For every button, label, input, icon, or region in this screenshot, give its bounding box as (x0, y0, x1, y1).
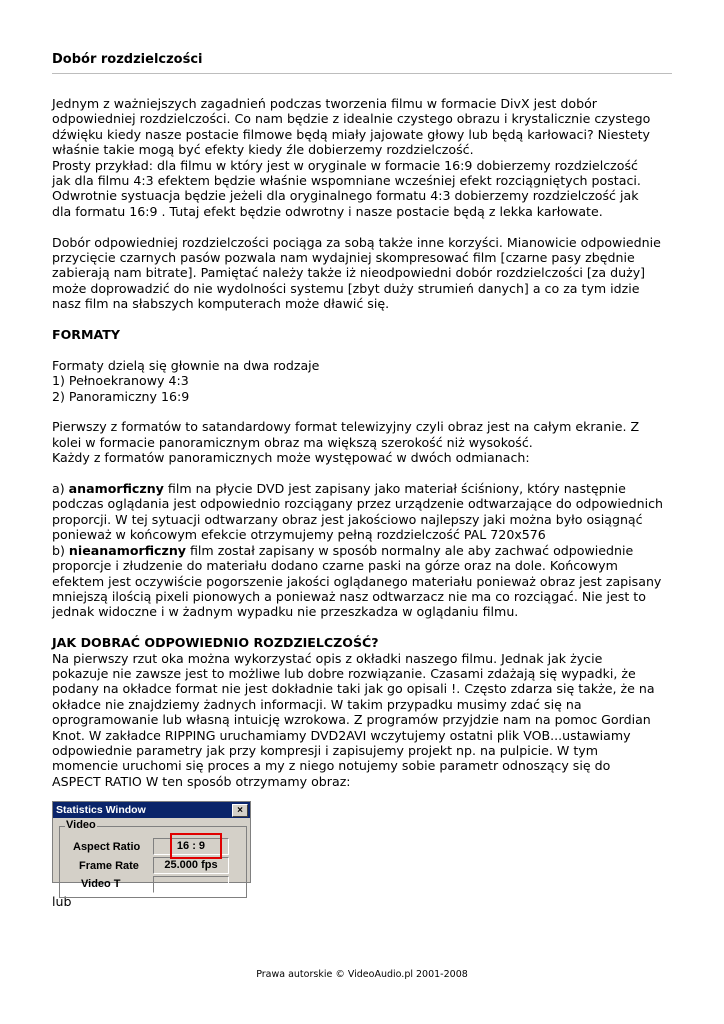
frame-rate-value: 25.000 fps (153, 857, 229, 874)
text-line: Pierwszy z formatów to satandardowy format telewizyjny czyli obraz jest na całym ekranie. Z (52, 419, 640, 435)
item-anamorphic (52, 481, 674, 543)
frame-rate-label: Frame Rate (79, 860, 139, 873)
list-item: 2) Panoramiczny 16:9 (52, 388, 190, 404)
text-line: Knot. W zakładce RIPPING uruchamiamy DVD2AVI wczytujemy ostatni plik VOB...ustawiamy (52, 727, 631, 743)
highlight-box (170, 833, 222, 859)
aspect-ratio-label: Aspect Ratio (73, 841, 141, 854)
text-line: mniejszą ilością pixeli pionowych a ponieważ nasz odtwarzacz nie ma co rozciągać. Nie jest to (52, 588, 646, 604)
video-type-value (153, 876, 229, 893)
page-title: Dobór rozdzielczości (52, 52, 203, 67)
group-label: Video (66, 819, 96, 832)
title-divider (52, 73, 672, 74)
term-nieanamorficzny: nieanamorficzny (68, 542, 186, 558)
text-line: Na pierwszy rzut oka można wykorzystać opis z okładki naszego filmu. Jednak jak życie (52, 650, 603, 666)
text-line: okładce nie znajdziemy żadnych informacji. W takim przypadku musimy zdać się na (52, 696, 582, 712)
paragraph-intro (52, 96, 674, 219)
aspect-ratio-value: 16 : 9 (153, 838, 229, 855)
text-line: może doprowadzić do nie wydolności systemu [zbyt duży strumień danych] a co za tym idzie (52, 280, 640, 296)
text-line: proporcje i złudzenie do materiału dodano czarne paski na górze oraz na dole. Końcowym (52, 558, 618, 574)
close-icon: × (232, 804, 248, 817)
text-line: dźwięku kiedy nasze postacie filmowe będą miały jajowate głowy lub będą karłowaci? Niestety (52, 126, 650, 142)
video-type-label: Video T (81, 878, 121, 891)
text-line: Formaty dzielą się głownie na dwa rodzaje (52, 357, 320, 373)
text-line: nasz film na słabszych komputerach może dławić się. (52, 296, 390, 312)
text-line: jednak widoczne i w żadnym wypadku nie przeszkadza w oglądaniu filmu. (52, 604, 519, 620)
text-line: pokazuje nie zawsze jest to możliwe lub dobre rozwiązanie. Czasami zdażają się wypadki, że (52, 665, 636, 681)
text-line: Odwrotnie systuacja będzie jeżeli dla oryginalnego formatu 4:3 dobierzemy rozdzielczość jak (52, 188, 639, 204)
text-line: jak dla filmu 4:3 efektem będzie właśnie wspomniane wcześniej efekt rozciągniętych postaci. (52, 173, 641, 189)
text-line: Każdy z formatów panoramicznych może występować w dwóch odmianach: (52, 450, 530, 466)
window-title: Statistics Window (56, 804, 146, 817)
text-line: Jednym z ważniejszych zagadnień podczas tworzenia filmu w formacie DivX jest dobór (52, 96, 597, 111)
text-line: b) nieanamorficzny film został zapisany w sposób normalny ale aby zachwać odpowiednie (52, 542, 634, 558)
text-line: lub (52, 894, 72, 910)
text-line: przycięcie czarnych pasów pozwala nam wydajniej skompresować film [czarne pasy zbędnie (52, 250, 635, 266)
formats-list (52, 358, 674, 404)
item-non-anamorphic (52, 543, 674, 620)
text-line: podczas oglądania jest odpowiednio rozciągany przez urządzenie odtwarzające do odpowiednich (52, 496, 664, 512)
statistics-window-screenshot (52, 801, 251, 891)
list-item: 1) Pełnoekranowy 4:3 (52, 373, 189, 389)
text-line: właśnie takie mogą być efekty kiedy źle dobierzemy rozdzielczość. (52, 142, 474, 158)
text-line: a) anamorficzny film na płycie DVD jest zapisany jako materiał ściśniony, który następnie (52, 481, 626, 497)
text-line: dla formatu 16:9 . Tutaj efekt będzie odwrotny i nasze postacie będą z lekka karłowate. (52, 203, 603, 219)
copyright-footer: Prawa autorskie © VideoAudio.pl 2001-2008 (256, 969, 468, 980)
window-titlebar (53, 802, 250, 818)
text-line: ASPECT RATIO W ten sposób otrzymamy obraz: (52, 773, 351, 789)
text-line: zabierają nam bitrate]. Pamiętać należy także iż nieodpowiedni dobór rozdzielczości [za duży] (52, 265, 646, 281)
text-line: proporcji. W tej sytuacji odtwarzany obraz jest jakościowo najlepszy jaki można było osiągnąć (52, 511, 643, 527)
paragraph-howto (52, 651, 674, 790)
text-line: kolei w formacie panoramicznym obraz ma większą szerokość niż wysokość. (52, 434, 533, 450)
text-line: podany na okładce format nie jest dokładnie taki jak go opisali !. Często zdarza się także, że na (52, 681, 655, 697)
paragraph-benefits (52, 235, 674, 312)
text-line: Prosty przykład: dla filmu w który jest w oryginale w formacie 16:9 dobierzemy rozdzielczość (52, 157, 638, 173)
text-line: odpowiedniej rozdzielczości. Co nam będzie z idealnie czystego obrazu i krystalicznie czystego (52, 111, 651, 127)
text-line: efektem jest oczywiście pogorszenie jakości oglądanego materiału ponieważ obraz jest zapisany (52, 573, 662, 589)
text-line: momencie uruchomi się proces a my z niego notujemy sobie parametr odnoszący się do (52, 758, 611, 774)
text-line: odpowiednie parametry jak przy kompresji i zapisujemy projekt np. na pulpicie. W tym (52, 742, 599, 758)
text-line: Dobór odpowiedniej rozdzielczości pociąga za sobą także inne korzyści. Mianowicie odpowiednie (52, 234, 661, 250)
term-anamorficzny: anamorficzny (68, 481, 164, 497)
text-line: oprogramowanie lub własną intuicję wzrokowa. Z programów przyjdzie nam na pomoc Gordian (52, 712, 651, 728)
paragraph-formats (52, 419, 674, 465)
section-heading-jak: JAK DOBRAĆ ODPOWIEDNIO ROZDZIELCZOŚĆ? (52, 635, 379, 651)
article-body (52, 96, 674, 910)
section-heading-formaty: FORMATY (52, 327, 121, 343)
text-line: ponieważ w końcowym efekcie otrzymujemy pełną rozdzielczość PAL 720x576 (52, 527, 546, 543)
